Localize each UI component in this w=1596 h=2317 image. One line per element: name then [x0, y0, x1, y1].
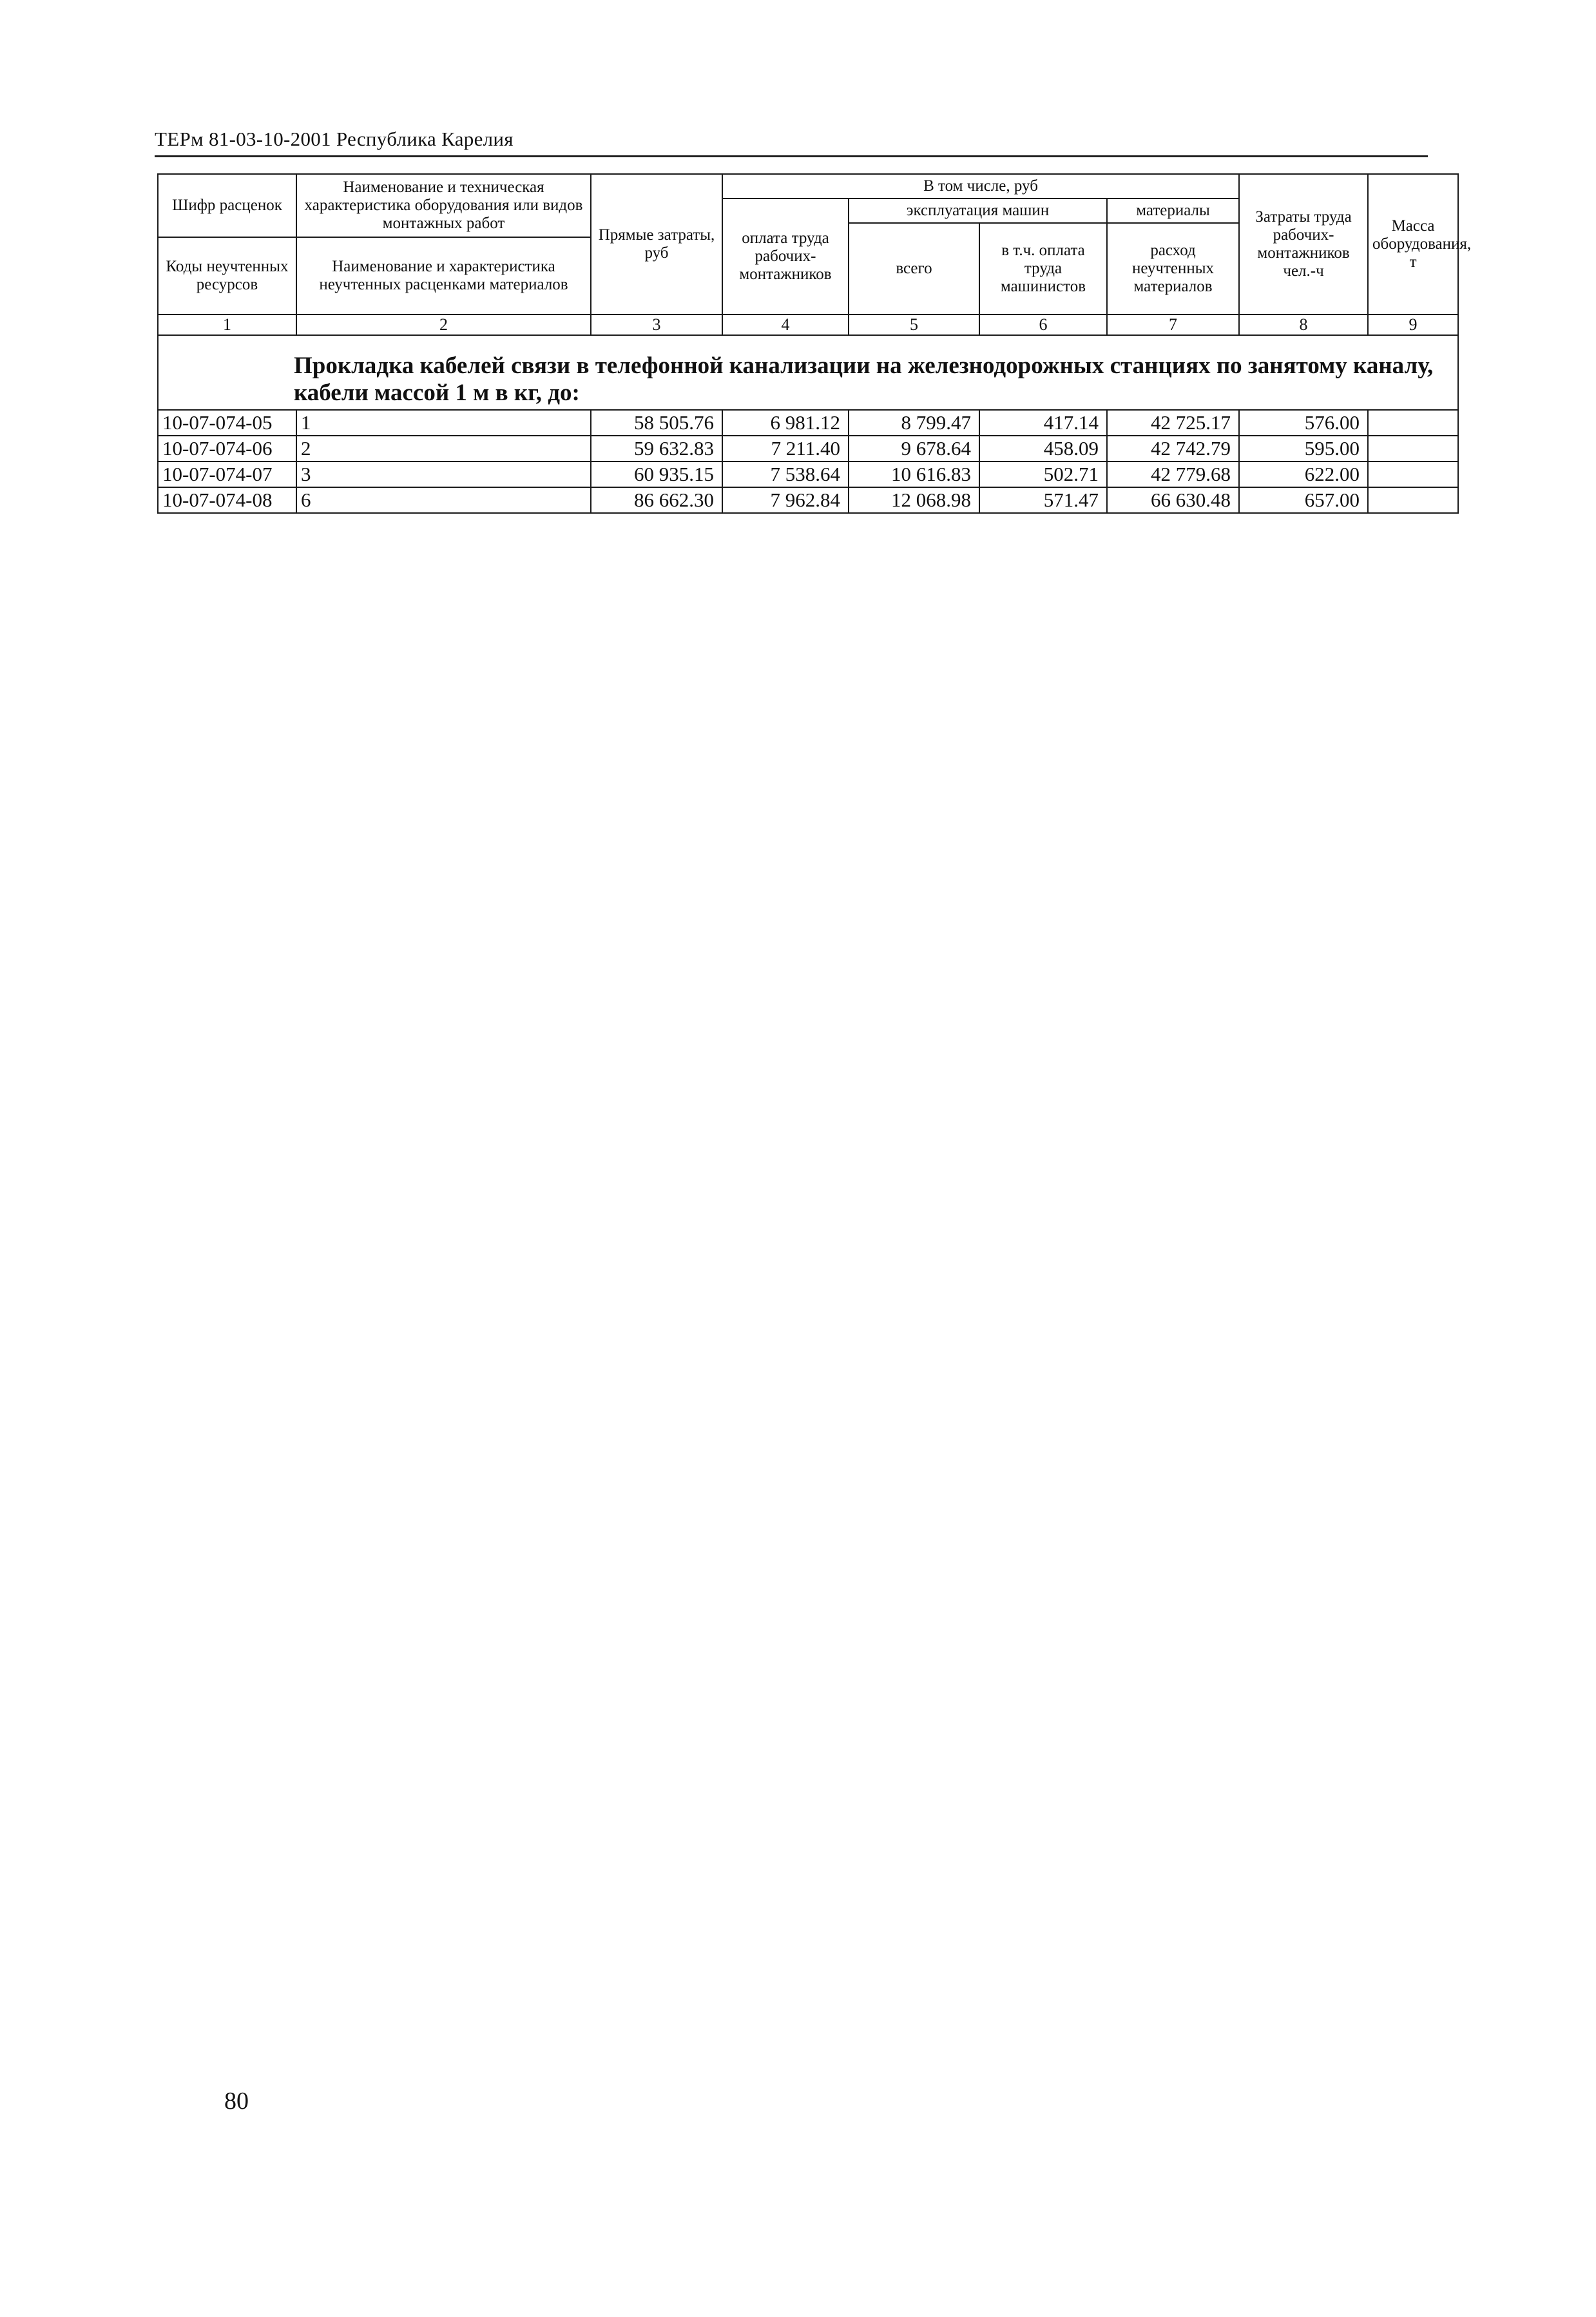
cell-machines-total: 12 068.98 — [849, 487, 979, 513]
cell-labor-pay: 7 538.64 — [722, 461, 849, 487]
column-number: 3 — [591, 315, 722, 335]
cell-direct-costs: 59 632.83 — [591, 436, 722, 461]
column-number: 2 — [296, 315, 591, 335]
header-labor-pay: оплата труда рабочих-монтажников — [722, 199, 849, 315]
rates-table-container — [157, 173, 1472, 514]
header-rule — [155, 155, 1428, 157]
table-row — [158, 410, 1458, 436]
cell-mass — [1368, 487, 1458, 513]
header-name-top: Наименование и техническая характеристика оборудования или видов монтажных работ — [296, 174, 591, 237]
cell-name: 6 — [296, 487, 591, 513]
cell-labor-hours: 657.00 — [1239, 487, 1368, 513]
cell-machines-total: 8 799.47 — [849, 410, 979, 436]
cell-name: 2 — [296, 436, 591, 461]
cell-code: 10-07-074-05 — [158, 410, 296, 436]
cell-materials: 42 742.79 — [1107, 436, 1239, 461]
cell-mass — [1368, 436, 1458, 461]
section-title: Прокладка кабелей связи в телефонной канализации на железнодорожных станциях по занятому каналу, кабели массой 1 м в кг, до: — [158, 335, 1458, 410]
header-direct-costs: Прямые затраты, руб — [591, 174, 722, 315]
cell-materials: 42 779.68 — [1107, 461, 1239, 487]
cell-name: 1 — [296, 410, 591, 436]
column-number: 8 — [1239, 315, 1368, 335]
header-materials-unaccounted: расход неучтенных материалов — [1107, 223, 1239, 315]
cell-labor-pay: 6 981.12 — [722, 410, 849, 436]
header-equipment-mass: Масса оборудования, т — [1368, 174, 1458, 315]
cell-code: 10-07-074-06 — [158, 436, 296, 461]
cell-mass — [1368, 410, 1458, 436]
header-code-bottom: Коды неучтенных ресурсов — [158, 237, 296, 315]
table-row — [158, 487, 1458, 513]
cell-machines-operators-pay: 571.47 — [979, 487, 1107, 513]
cell-materials: 42 725.17 — [1107, 410, 1239, 436]
cell-mass — [1368, 461, 1458, 487]
column-number: 9 — [1368, 315, 1458, 335]
page-header-title: ТЕРм 81-03-10-2001 Республика Карелия — [155, 128, 514, 150]
header-code-top: Шифр расценок — [158, 174, 296, 237]
table-row — [158, 461, 1458, 487]
page-number: 80 — [224, 2088, 249, 2115]
section-title-row — [158, 335, 1458, 410]
cell-machines-operators-pay: 458.09 — [979, 436, 1107, 461]
header-name-bottom: Наименование и характеристика неучтенных расценками материалов — [296, 237, 591, 315]
cell-labor-hours: 576.00 — [1239, 410, 1368, 436]
header-machines-total: всего — [849, 223, 979, 315]
header-labor-costs: Затраты труда рабочих-монтажников чел.-ч — [1239, 174, 1368, 315]
header-machine-operation: эксплуатация машин — [849, 199, 1107, 223]
rates-table — [157, 173, 1472, 514]
cell-materials: 66 630.48 — [1107, 487, 1239, 513]
table-row — [158, 436, 1458, 461]
column-numbers-row — [158, 315, 1458, 335]
cell-direct-costs: 58 505.76 — [591, 410, 722, 436]
cell-labor-hours: 622.00 — [1239, 461, 1368, 487]
column-number: 7 — [1107, 315, 1239, 335]
cell-labor-pay: 7 211.40 — [722, 436, 849, 461]
cell-code: 10-07-074-07 — [158, 461, 296, 487]
header-including: В том числе, руб — [722, 174, 1239, 199]
cell-labor-hours: 595.00 — [1239, 436, 1368, 461]
column-number: 1 — [158, 315, 296, 335]
cell-machines-total: 10 616.83 — [849, 461, 979, 487]
cell-direct-costs: 86 662.30 — [591, 487, 722, 513]
cell-name: 3 — [296, 461, 591, 487]
column-number: 5 — [849, 315, 979, 335]
cell-machines-operators-pay: 502.71 — [979, 461, 1107, 487]
column-number: 6 — [979, 315, 1107, 335]
header-machines-operators-pay: в т.ч. оплата труда машинистов — [979, 223, 1107, 315]
column-number: 4 — [722, 315, 849, 335]
cell-direct-costs: 60 935.15 — [591, 461, 722, 487]
cell-machines-total: 9 678.64 — [849, 436, 979, 461]
cell-labor-pay: 7 962.84 — [722, 487, 849, 513]
header-materials: материалы — [1107, 199, 1239, 223]
cell-machines-operators-pay: 417.14 — [979, 410, 1107, 436]
cell-code: 10-07-074-08 — [158, 487, 296, 513]
